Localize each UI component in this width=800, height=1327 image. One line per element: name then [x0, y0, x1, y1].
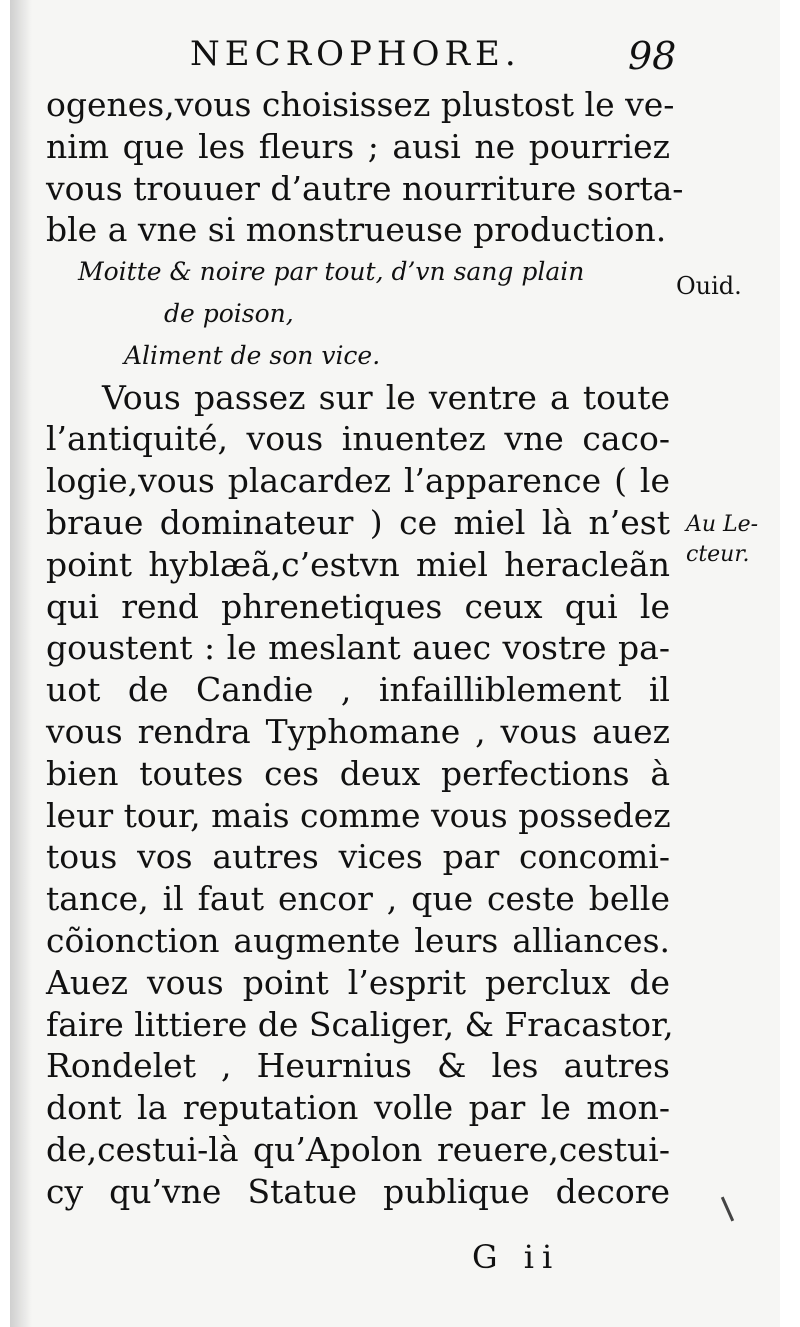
text-line: Auez vous point l’esprit perclux de	[46, 962, 670, 1002]
text-line: Rondelet , Heurnius & les autres	[46, 1046, 670, 1086]
text-line: nim que les fleurs ; ausi ne pourriez	[46, 126, 670, 166]
text-line: ogenes,vous choisissez plustost le ve-	[46, 85, 675, 124]
margin-note-lecteur-line1: Au Le-	[686, 512, 759, 537]
text-line: uot de Candie , infailliblement il	[46, 670, 670, 710]
text-line: tance, il faut encor , que ceste belle	[46, 879, 670, 919]
text-line: vous rendra Typhomane , vous auez	[46, 711, 670, 751]
page-number: 98	[628, 34, 677, 78]
margin-note-ovid: Ouid.	[676, 272, 742, 300]
text-line: cõionction augmente leurs alliances.	[46, 920, 670, 960]
text-line: qui rend phrenetiques ceux qui le	[46, 586, 670, 626]
margin-note-lecteur-line2: cteur.	[686, 542, 750, 567]
ink-stroke	[721, 1197, 734, 1222]
book-page	[10, 0, 780, 1327]
text-line: braue dominateur ) ce miel là n’est	[46, 502, 670, 542]
gutter-shadow	[10, 0, 32, 1327]
text-line: goustent : le meslant auec vostre pa-	[46, 628, 670, 668]
signature-mark: G ii	[472, 1238, 561, 1276]
text-line: cy qu’vne Statue publique decore	[46, 1171, 670, 1211]
text-line: bien toutes ces deux perfections à	[46, 753, 670, 793]
text-line: tous vos autres vices par concomi-	[46, 837, 670, 877]
text-line: logie,vous placardez l’apparence ( le	[46, 461, 670, 501]
verse-line: Moitte & noire par tout, d’vn sang plain	[78, 257, 585, 287]
verse-line: Aliment de son vice.	[124, 340, 381, 370]
text-line: vous trouuer d’autre nourriture sorta-	[46, 168, 684, 208]
text-line: leur tour, mais comme vous possedez	[46, 795, 671, 835]
text-line: l’antiquité, vous inuentez vne caco-	[46, 419, 670, 459]
verse-line: de poison,	[164, 298, 294, 328]
running-head: NECROPHORE.	[190, 34, 521, 74]
text-line: faire littiere de Scaliger, & Fracastor,	[46, 1004, 674, 1044]
margin-note-lecteur	[686, 510, 758, 570]
text-block	[46, 84, 684, 1213]
text-line: de,cestui-là qu’Apolon reuere,cestui-	[46, 1129, 670, 1169]
text-line: point hyblæã,c’estvn miel heracleãn	[46, 544, 670, 584]
text-line: dont la reputation volle par le mon-	[46, 1088, 670, 1128]
text-line: ble a vne si monstrueuse production.	[46, 210, 667, 250]
text-line: Vous passez sur le ventre a toute	[102, 377, 670, 417]
